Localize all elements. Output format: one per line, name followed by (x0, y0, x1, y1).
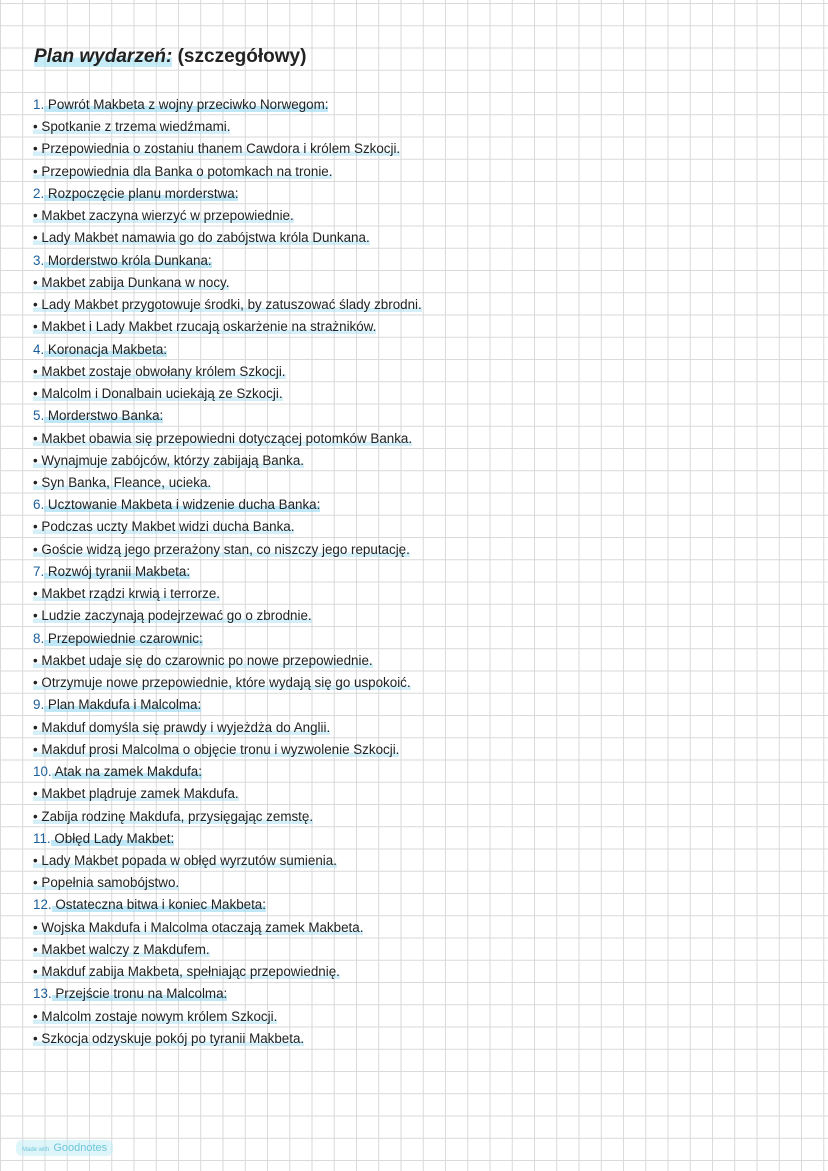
line-text: • Podczas uczty Makbet widzi ducha Banka. (33, 519, 295, 535)
watermark-brand: Goodnotes (53, 1142, 108, 1154)
line-text: • Makbet walczy z Makdufem. (33, 941, 210, 957)
goodnotes-watermark (16, 1140, 113, 1156)
list-item (33, 472, 422, 494)
list-item (33, 383, 422, 405)
list-item (33, 428, 422, 450)
list-item (33, 539, 422, 561)
section-number: 2. (33, 185, 45, 201)
section-heading (33, 628, 422, 650)
section-heading (33, 561, 422, 583)
line-text: • Szkocja odzyskuje pokój po tyranii Makbeta. (33, 1030, 305, 1046)
list-item (33, 138, 422, 160)
section-heading (33, 405, 422, 427)
section-heading (33, 94, 422, 116)
section-number: 9. (33, 697, 45, 713)
line-text: • Makduf domyśla się prawdy i wyjeżdża do Anglii. (33, 719, 331, 735)
list-item (33, 850, 422, 872)
line-text: • Makbet obawia się przepowiedni dotyczącej potomków Banka. (33, 430, 413, 446)
section-number: 7. (33, 563, 45, 579)
section-number: 12. (33, 897, 52, 913)
title-sub: (szczegółowy) (172, 46, 307, 67)
list-item (33, 717, 422, 739)
list-item (33, 783, 422, 805)
section-heading (33, 494, 422, 516)
line-text: Koronacja Makbeta: (44, 341, 167, 357)
line-text: • Makbet udaje się do czarownic po nowe przepowiednie. (33, 652, 373, 668)
line-text: • Makbet plądruje zamek Makdufa. (33, 786, 239, 802)
list-item (33, 450, 422, 472)
list-item (33, 672, 422, 694)
list-item (33, 583, 422, 605)
list-item (33, 739, 422, 761)
line-text: • Wynajmuje zabójców, którzy zabijają Banka. (33, 452, 305, 468)
line-text: Obłęd Lady Makbet: (50, 830, 175, 846)
page-title (34, 46, 306, 68)
line-text: • Lady Makbet przygotowuje środki, by zatuszować ślady zbrodni. (33, 297, 422, 313)
line-text: • Makbet i Lady Makbet rzucają oskarżenie na strażników. (33, 319, 377, 335)
line-text: • Malcolm zostaje nowym królem Szkocji. (33, 1008, 278, 1024)
line-text: • Goście widzą jego przerażony stan, co niszczy jego reputację. (33, 541, 410, 557)
list-item (33, 650, 422, 672)
section-heading (33, 983, 422, 1005)
list-item (33, 205, 422, 227)
line-text: Rozpoczęcie planu morderstwa: (44, 185, 239, 201)
line-text: • Otrzymuje nowe przepowiednie, które wydają się go uspokoić. (33, 675, 411, 691)
section-number: 4. (33, 341, 45, 357)
section-heading (33, 250, 422, 272)
line-text: • Lady Makbet popada w obłęd wyrzutów sumienia. (33, 852, 337, 868)
line-text: • Makbet zabija Dunkana w nocy. (33, 274, 230, 290)
line-text: • Przepowiednia dla Banka o potomkach na tronie. (33, 163, 333, 179)
section-number: 6. (33, 497, 45, 513)
section-heading (33, 339, 422, 361)
list-item (33, 116, 422, 138)
section-number: 3. (33, 252, 45, 268)
line-text: • Przepowiednia o zostaniu thanem Cawdora i królem Szkocji. (33, 141, 401, 157)
list-item (33, 1006, 422, 1028)
line-text: Morderstwo Banka: (44, 408, 164, 424)
line-text: • Popełnia samobójstwo. (33, 875, 180, 891)
line-text: • Makbet rządzi krwią i terrorze. (33, 586, 220, 602)
line-text: Morderstwo króla Dunkana: (44, 252, 212, 268)
section-heading (33, 694, 422, 716)
section-number: 11. (33, 830, 51, 846)
line-text: Powrót Makbeta z wojny przeciwko Norwegom: (44, 97, 329, 112)
line-text: • Makduf prosi Malcolma o objęcie tronu i wyzwolenie Szkocji. (33, 741, 400, 757)
list-item (33, 806, 422, 828)
line-text: • Lady Makbet namawia go do zabójstwa króla Dunkana. (33, 230, 370, 246)
list-item (33, 227, 422, 249)
watermark-prefix: Made with (22, 1147, 50, 1153)
line-text: Atak na zamek Makdufa: (51, 764, 202, 780)
section-number: 8. (33, 630, 45, 646)
line-text: • Syn Banka, Fleance, ucieka. (33, 474, 212, 490)
section-number: 13. (33, 986, 52, 1002)
list-item (33, 316, 422, 338)
line-text: Ostateczna bitwa i koniec Makbeta: (51, 897, 266, 913)
line-text: • Makbet zaczyna wierzyć w przepowiednie. (33, 208, 294, 224)
list-item (33, 1028, 422, 1050)
list-item (33, 939, 422, 961)
line-text: • Wojska Makdufa i Malcolma otaczają zamek Makbeta. (33, 919, 364, 935)
list-item (33, 516, 422, 538)
line-text: • Zabija rodzinę Makdufa, przysięgając zemstę. (33, 808, 314, 824)
section-heading (33, 828, 422, 850)
section-heading (33, 183, 422, 205)
list-item (33, 294, 422, 316)
section-heading (33, 761, 422, 783)
list-item (33, 161, 422, 183)
list-item (33, 872, 422, 894)
line-text: Plan Makdufa i Malcolma: (44, 697, 202, 713)
line-text: • Spotkanie z trzema wiedźmami. (33, 119, 231, 135)
section-heading (33, 894, 422, 916)
line-text: • Malcolm i Donalbain uciekają ze Szkocji. (33, 386, 283, 402)
event-plan-list (33, 94, 422, 1050)
line-text: Przejście tronu na Malcolma: (51, 986, 228, 1002)
line-text: Ucztowanie Makbeta i widzenie ducha Banka: (44, 497, 321, 513)
line-text: • Makduf zabija Makbeta, spełniając przepowiednię. (33, 964, 340, 980)
line-text: Rozwój tyranii Makbeta: (44, 563, 191, 579)
line-text: Przepowiednie czarownic: (44, 630, 203, 646)
section-number: 1. (33, 97, 45, 112)
title-main: Plan wydarzeń: (34, 46, 173, 67)
section-number: 5. (33, 408, 45, 424)
list-item (33, 961, 422, 983)
list-item (33, 272, 422, 294)
section-number: 10. (33, 764, 52, 780)
list-item (33, 605, 422, 627)
line-text: • Ludzie zaczynają podejrzewać go o zbrodnie. (33, 608, 312, 624)
line-text: • Makbet zostaje obwołany królem Szkocji. (33, 363, 286, 379)
list-item (33, 917, 422, 939)
list-item (33, 361, 422, 383)
